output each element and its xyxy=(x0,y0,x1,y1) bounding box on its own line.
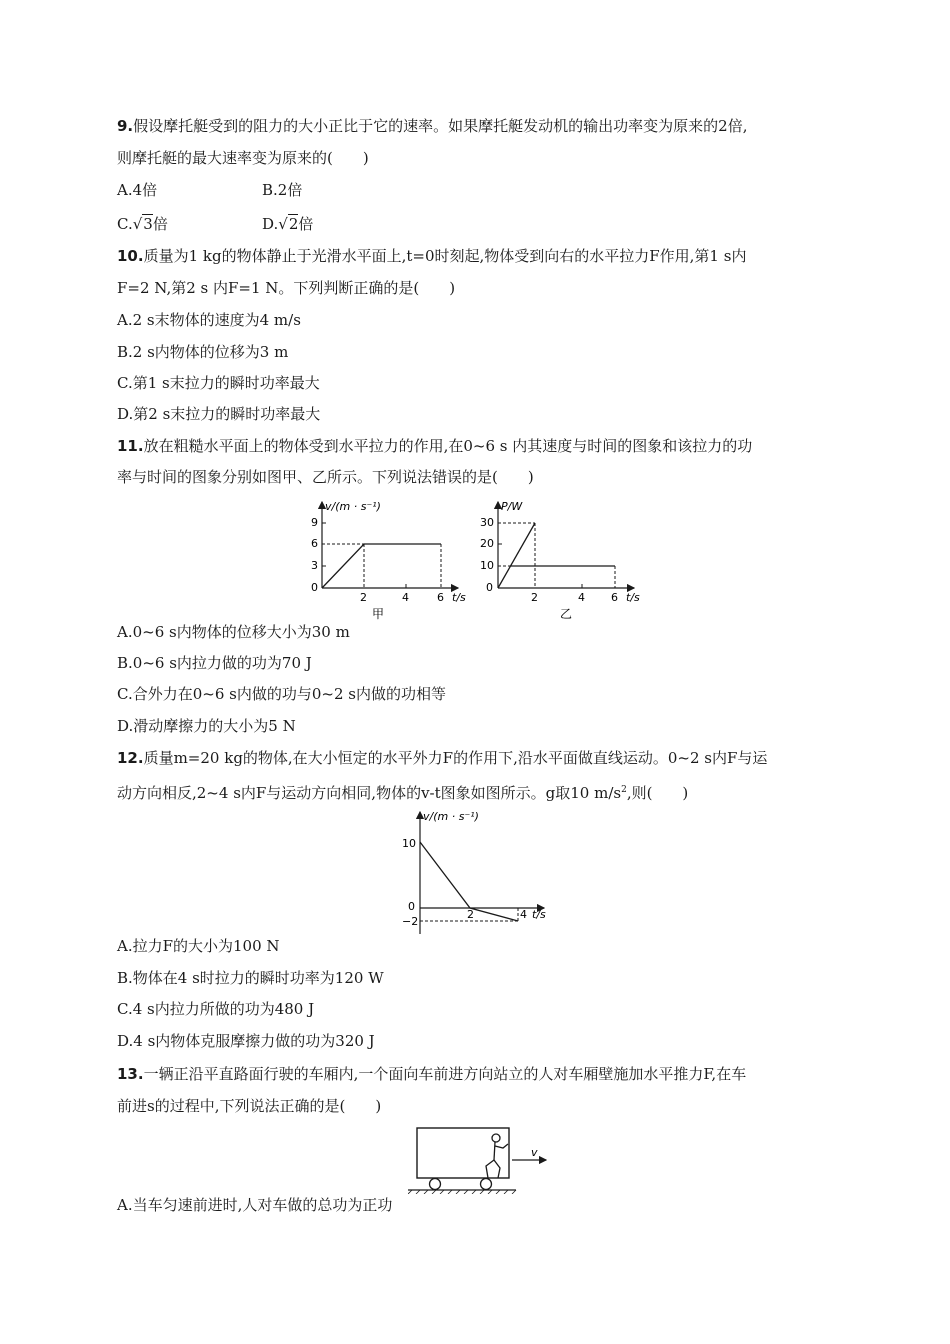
person-icon xyxy=(486,1134,508,1178)
x-axis-label: t/s xyxy=(452,591,466,604)
q11-figure-b xyxy=(478,496,648,621)
q11-option-c: C.合外力在0~6 s内做的功与0~2 s内做的功相等 xyxy=(117,685,446,703)
q9-option-d: D.√2倍 xyxy=(262,215,314,233)
q10-line2: F=2 N,第2 s 内F=1 N。下列判断正确的是( ) xyxy=(117,279,456,297)
x-tick: 2 xyxy=(531,591,538,604)
y-tick: 0 xyxy=(486,581,493,594)
x-tick: 2 xyxy=(360,591,367,604)
q12-figure xyxy=(398,806,558,938)
q11-option-b: B.0~6 s内拉力做的功为70 J xyxy=(117,654,312,672)
q9-option-b: B.2倍 xyxy=(262,181,303,199)
q12-line2: 动方向相反,2~4 s内F与运动方向相同,物体的v-t图象如图所示。g取10 $m/s^2$,则( ) xyxy=(117,784,689,802)
y-tick: 3 xyxy=(311,559,318,572)
q13-figure xyxy=(408,1124,558,1194)
figure-caption: 甲 xyxy=(372,607,385,621)
q13-line1: 13.一辆正沿平直路面行驶的车厢内,一个面向车前进方向站立的人对车厢壁施加水平推力F,在车 xyxy=(117,1065,747,1083)
y-tick: 30 xyxy=(480,516,494,529)
y-tick: 0 xyxy=(311,581,318,594)
y-axis-label: P/W xyxy=(501,500,523,513)
q10-line1: 10.质量为1 kg的物体静止于光滑水平面上,t=0时刻起,物体受到向右的水平拉力F作用,第1 s内 xyxy=(117,247,747,265)
x-tick: 2 xyxy=(467,908,474,921)
power-line xyxy=(498,523,535,588)
q9-option-c: C.√3倍 xyxy=(117,215,168,233)
sqrt-symbol: √ xyxy=(278,215,288,233)
y-tick: 6 xyxy=(311,537,318,550)
x-tick: 6 xyxy=(437,591,444,604)
q13-number: 13. xyxy=(117,1065,144,1083)
q10-option-c: C.第1 s末拉力的瞬时功率最大 xyxy=(117,374,320,392)
y-tick: −2 xyxy=(402,915,419,928)
x-tick: 4 xyxy=(578,591,585,604)
q9-line1: 9.假设摩托艇受到的阻力的大小正比于它的速率。如果摩托艇发动机的输出功率变为原来的2倍, xyxy=(117,117,748,135)
wheel-icon xyxy=(481,1179,492,1190)
velocity-label: v xyxy=(531,1146,538,1159)
y-axis-label: v/(m · s⁻¹) xyxy=(423,810,479,823)
q12-option-a: A.拉力F的大小为100 N xyxy=(117,937,280,955)
y-axis-label: v/(m · s⁻¹) xyxy=(325,500,381,513)
y-tick: 10 xyxy=(480,559,494,572)
wheel-icon xyxy=(430,1179,441,1190)
q9-line2: 则摩托艇的最大速率变为原来的( ) xyxy=(117,149,369,167)
y-tick: 10 xyxy=(402,837,416,850)
q9-option-a: A.4倍 xyxy=(117,181,158,199)
q9-number: 9. xyxy=(117,117,134,135)
y-tick: 20 xyxy=(480,537,494,550)
y-tick: 9 xyxy=(311,516,318,529)
q13-option-a: A.当车匀速前进时,人对车做的总功为正功 xyxy=(117,1196,393,1214)
q11-number: 11. xyxy=(117,437,144,455)
q12-number: 12. xyxy=(117,749,144,767)
q11-figure-a xyxy=(308,496,478,621)
x-axis-label: t/s xyxy=(532,908,546,921)
q11-option-d: D.滑动摩擦力的大小为5 N xyxy=(117,717,296,735)
q13-line2: 前进s的过程中,下列说法正确的是( ) xyxy=(117,1097,382,1115)
q12-option-b: B.物体在4 s时拉力的瞬时功率为120 W xyxy=(117,969,384,987)
q11-line1: 11.放在粗糙水平面上的物体受到水平拉力的作用,在0~6 s 内其速度与时间的图象和该拉力的功 xyxy=(117,437,753,455)
x-tick: 6 xyxy=(611,591,618,604)
x-tick: 4 xyxy=(520,908,527,921)
x-tick: 4 xyxy=(402,591,409,604)
y-tick: 0 xyxy=(408,900,415,913)
q10-option-b: B.2 s内物体的位移为3 m xyxy=(117,343,289,361)
sqrt-symbol: √ xyxy=(132,215,143,233)
carriage-box xyxy=(417,1128,509,1178)
q12-option-d: D.4 s内物体克服摩擦力做的功为320 J xyxy=(117,1032,375,1050)
figure-caption: 乙 xyxy=(560,607,573,621)
q10-option-a: A.2 s末物体的速度为4 m/s xyxy=(117,311,301,329)
x-axis-label: t/s xyxy=(626,591,640,604)
q10-number: 10. xyxy=(117,247,144,265)
q11-line2: 率与时间的图象分别如图甲、乙所示。下列说法错误的是( ) xyxy=(117,468,534,486)
velocity-line xyxy=(322,544,441,588)
q12-option-c: C.4 s内拉力所做的功为480 J xyxy=(117,1000,315,1018)
q10-option-d: D.第2 s末拉力的瞬时功率最大 xyxy=(117,405,321,423)
q12-line1: 12.质量m=20 kg的物体,在大小恒定的水平外力F的作用下,沿水平面做直线运动。0~2 s内F与运 xyxy=(117,749,768,767)
q11-option-a: A.0~6 s内物体的位移大小为30 m xyxy=(117,623,350,641)
